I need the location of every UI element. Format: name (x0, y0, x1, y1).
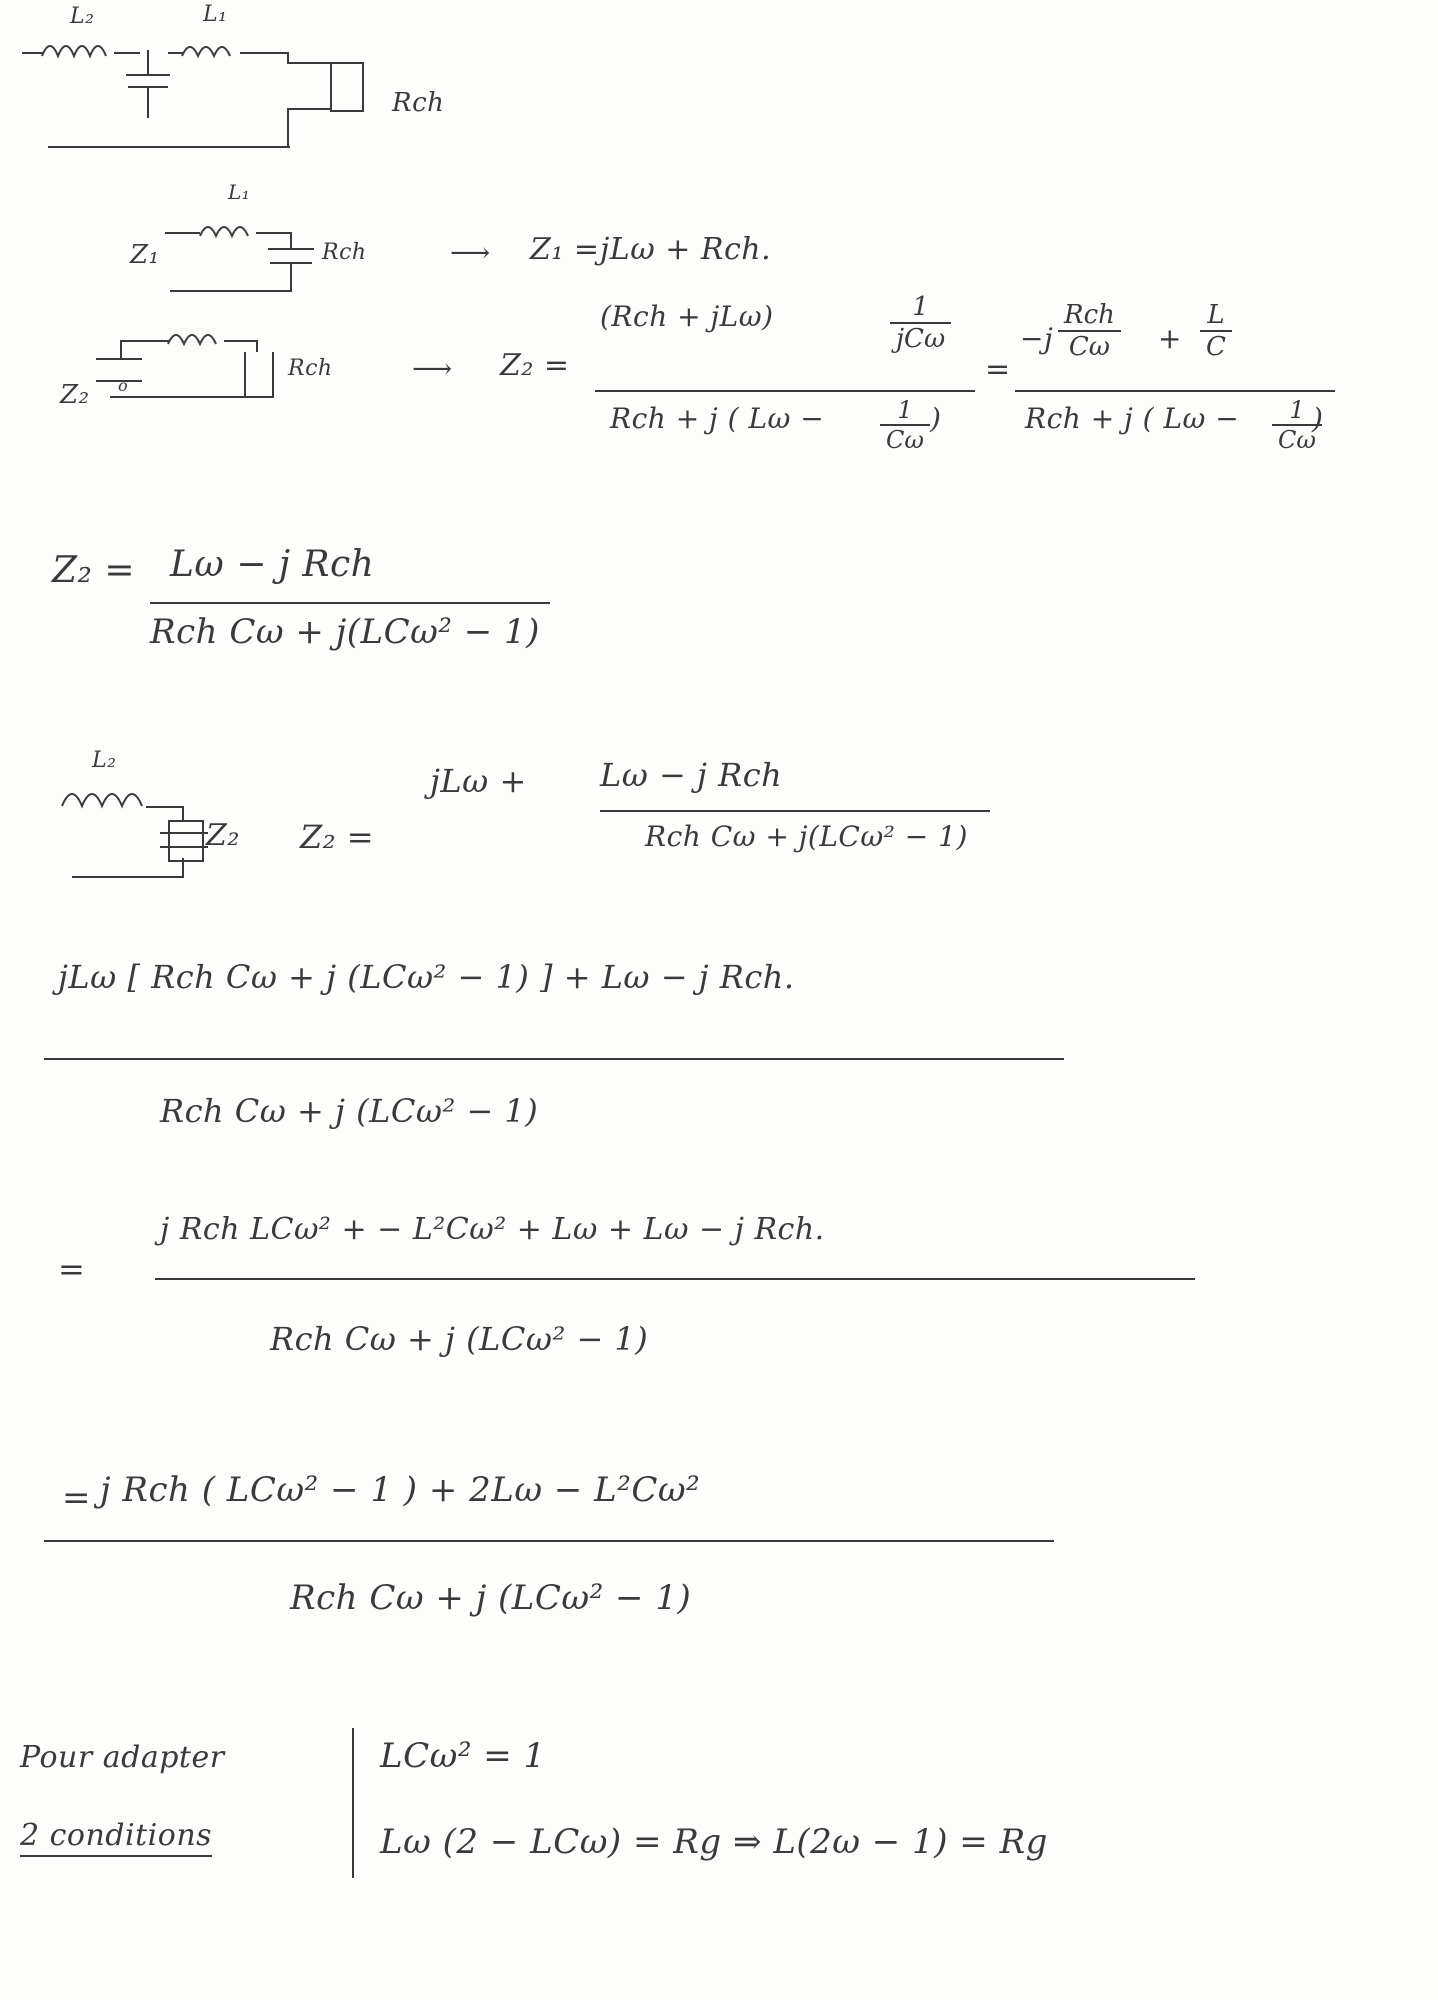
z2-simple-lhs: Z₂ = (52, 550, 136, 591)
inductor-L1-icon (180, 36, 242, 60)
step3-denominator: Rch Cω + j (LCω² − 1) (290, 1578, 692, 1618)
wire-z2-to-r (224, 340, 258, 342)
wire-series-top (146, 806, 184, 808)
z2-num-1-denom: jCω (890, 322, 951, 354)
cap-block-line1 (160, 832, 208, 834)
cap-lead-top (147, 50, 149, 74)
z2-total-inner-bar (600, 810, 990, 812)
z2-num-part1: (Rch + jLω) (600, 300, 774, 333)
z2-num-2-rch-cw (1058, 300, 1121, 362)
z2-num-2-plus: + (1158, 322, 1182, 355)
z2-total-num-b: Lω − j Rch (600, 756, 783, 794)
z2-den-1-numer: 1 (897, 396, 913, 424)
step1-numerator: jLω [ Rch Cω + j (LCω² − 1) ] + Lω − j Rch. (58, 958, 795, 996)
label-L2-series: L₂ (92, 748, 117, 773)
wire-rch-return (287, 108, 289, 146)
cap-z2-dot: o (118, 376, 129, 395)
label-Rch-z1: Rch (322, 240, 367, 265)
wire-rch-in (287, 62, 332, 64)
z1-equation-lhs: Z₁ = (530, 232, 600, 267)
wire-series-return (182, 858, 184, 876)
cap-lead-z1 (290, 232, 292, 248)
wire-z2-bottom (110, 396, 260, 398)
z2-den-1-denom: Cω (880, 424, 930, 454)
z2-simple-denominator: Rch Cω + j(LCω² − 1) (150, 612, 540, 652)
conclusion-divider (352, 1728, 354, 1878)
z2-den-1-close: ) (930, 402, 942, 435)
z2-num-2-cw: Cω (1058, 330, 1121, 362)
wire-z1-bottom (170, 290, 292, 292)
cap-plate-z1-upper (268, 248, 314, 250)
wire-mid-top (114, 52, 140, 54)
step2-equals: = (58, 1250, 86, 1288)
z2-equation-lhs: Z₂ = (500, 348, 570, 383)
z2-den-part1: Rch + j ( Lω − (610, 402, 825, 435)
z2-num-2-minusj: −j (1020, 322, 1054, 355)
step2-numerator: j Rch LCω² + − L²Cω² + Lω + Lω − j Rch. (160, 1212, 825, 1247)
conclusion-condition-2: Lω (2 − LCω) = Rg ⇒ L(2ω − 1) = Rg (380, 1822, 1048, 1862)
label-L2-top: L₂ (70, 4, 95, 29)
arrow-z2: ⟶ (412, 352, 453, 385)
cap-z2-lead (120, 340, 122, 358)
wire-bottom-top (48, 146, 290, 148)
z2-den-part2: Rch + j ( Lω − (1025, 402, 1240, 435)
z2-num-2-l-c (1200, 300, 1232, 362)
z2-total-lhs: Z₂ = (300, 818, 375, 856)
resistor-Rch-top (330, 62, 364, 112)
inductor-L2-icon (40, 34, 116, 60)
z1-equation-rhs: jLω + Rch. (600, 232, 772, 267)
label-Rch-z2: Rch (288, 356, 333, 381)
resistor-Rch-z2 (244, 352, 274, 398)
conclusion-label-2: 2 conditions (20, 1818, 212, 1857)
z2-simple-bar (150, 602, 550, 604)
z2-den-1-fraction (880, 396, 930, 454)
z2-simple-numerator: Lω − j Rch (170, 544, 375, 585)
z2-num-1-numer: 1 (912, 292, 929, 322)
wire-z2-down (256, 340, 258, 352)
wire-z1-left (165, 232, 200, 234)
wire-z2-top (120, 340, 170, 342)
cap-block-line2 (160, 846, 208, 848)
conclusion-condition-1: LCω² = 1 (380, 1736, 546, 1776)
cap-z2-plate-upper (96, 358, 142, 360)
step1-denominator: Rch Cω + j (LCω² − 1) (160, 1092, 539, 1130)
step3-equals: = (62, 1478, 91, 1518)
conclusion-label-1: Pour adapter (20, 1740, 225, 1775)
step3-numerator: j Rch ( LCω² − 1 ) + 2Lω − L²Cω² (100, 1470, 701, 1510)
inductor-z2-icon (166, 324, 228, 348)
label-L1-z1: L₁ (228, 180, 251, 204)
wire-rch-out (287, 108, 332, 110)
z2-total-num-a: jLω + (430, 762, 527, 800)
z2-symbol: Z₂ (60, 380, 90, 410)
z2-total-den-b: Rch Cω + j(LCω² − 1) (645, 820, 968, 853)
z2-den-2-close: ) (1312, 402, 1324, 435)
z2-num-2-l: L (1207, 300, 1225, 330)
step2-bar (155, 1278, 1195, 1280)
z1-symbol: Z₁ (130, 240, 160, 270)
label-Rch-top: Rch (392, 88, 445, 118)
z2-series-symbol: Z₂ (206, 818, 240, 853)
wire-z1-mid (256, 232, 292, 234)
inductor-L1-z1-icon (198, 216, 260, 240)
wire-series-bottom (72, 876, 184, 878)
z2-num-2-rch: Rch (1064, 300, 1115, 330)
z2-den-2-denom: Cω (1272, 424, 1322, 454)
z2-fraction-2-bar (1015, 390, 1335, 392)
cap-lead-bottom (147, 86, 149, 118)
inductor-L2-series-icon (60, 780, 150, 810)
step2-denominator: Rch Cω + j (LCω² − 1) (270, 1320, 649, 1358)
step3-bar (44, 1540, 1054, 1542)
equals-sign-1: = (985, 352, 1011, 387)
z2-den-2-numer: 1 (1289, 396, 1305, 424)
cap-lead-z1-b (290, 262, 292, 290)
z2-num-fraction-1jcw (890, 292, 951, 354)
arrow-z1: ⟶ (450, 236, 491, 269)
step1-bar (44, 1058, 1064, 1060)
z2-num-2-c: C (1200, 330, 1232, 362)
z2-fraction-1-bar (595, 390, 975, 392)
label-L1-top: L₁ (203, 2, 228, 27)
cap-plate-upper (126, 74, 170, 76)
wire-to-rch-top (240, 52, 288, 54)
cap-block-series (168, 820, 204, 862)
